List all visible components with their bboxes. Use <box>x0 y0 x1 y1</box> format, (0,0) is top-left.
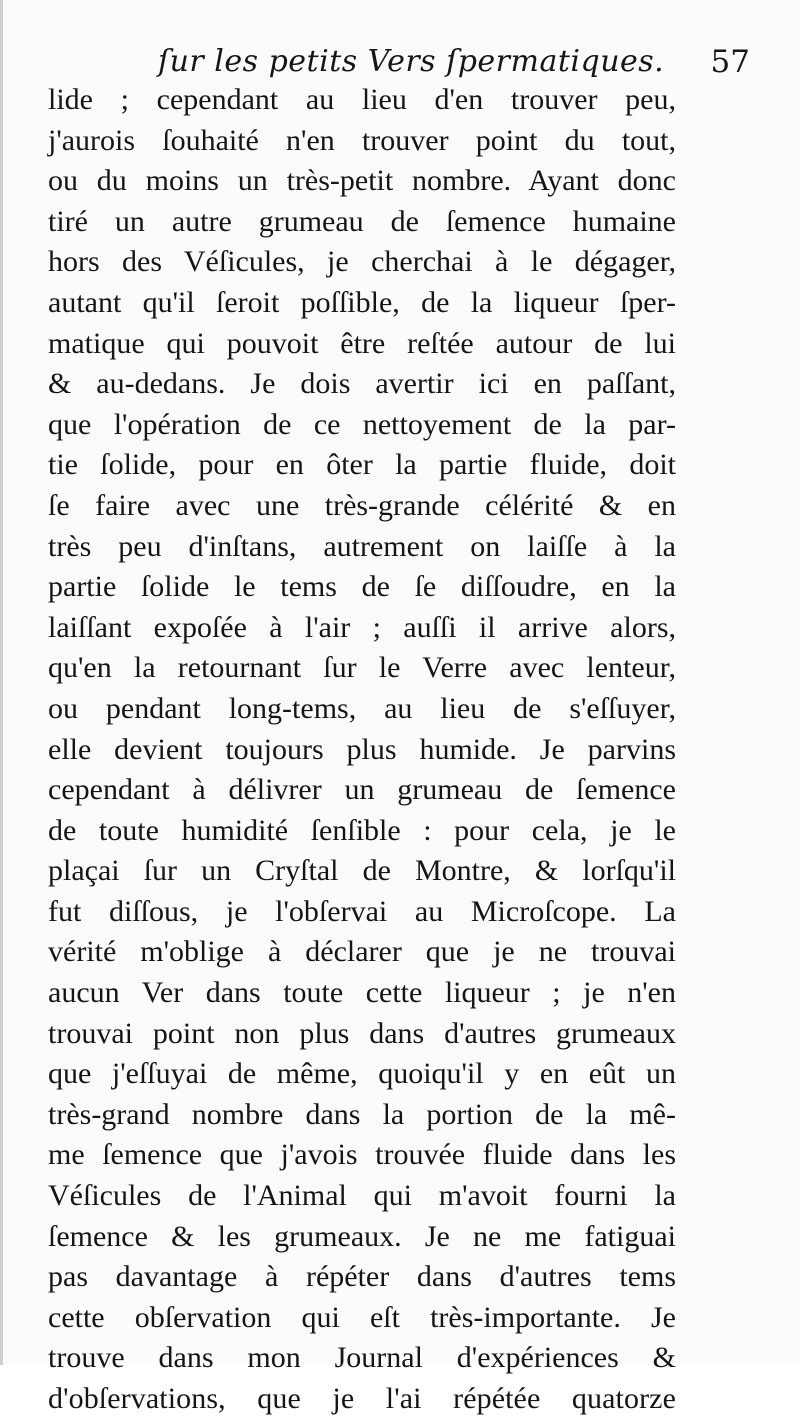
text-line: de toute humidité ſenſible : pour cela, je le <box>48 813 676 847</box>
text-line: aucun Ver dans toute cette liqueur ; je n'en <box>48 976 676 1010</box>
text-line: ſemence & les grumeaux. Je ne me fatiguai <box>48 1219 676 1253</box>
text-line: autant qu'il ſeroit poſſible, de la liqueur ſper- <box>48 285 676 319</box>
running-title: ſur les petits Vers ſpermatiques. <box>158 44 665 79</box>
text-line: tiré un autre grumeau de ſemence humaine <box>48 204 676 238</box>
text-line: pas davantage à répéter dans d'autres tems <box>48 1260 676 1294</box>
text-line: j'aurois ſouhaité n'en trouver point du tout, <box>48 123 676 157</box>
page-number: 57 <box>710 44 750 80</box>
text-line: ſe faire avec une très-grande célérité & en <box>48 488 676 522</box>
text-line: me ſemence que j'avois trouvée fluide dans les <box>48 1138 676 1172</box>
text-line: elle devient toujours plus humide. Je parvins <box>48 732 676 766</box>
text-line: d'obſervations, que je l'ai répétée quatorze <box>48 1382 676 1415</box>
text-line: matique qui pouvoit être reſtée autour de lui <box>48 326 676 360</box>
body-text <box>48 80 676 1420</box>
text-line: Véſicules de l'Animal qui m'avoit fourni la <box>48 1179 676 1213</box>
text-line: trouve dans mon Journal d'expériences & <box>48 1341 676 1375</box>
text-line: partie ſolide le tems de ſe diſſoudre, en la <box>48 570 676 604</box>
text-line: hors des Véſicules, je cherchai à le dégager, <box>48 245 676 279</box>
text-line: & au-dedans. Je dois avertir ici en paſſant, <box>48 367 676 401</box>
text-line: très-grand nombre dans la portion de la mê- <box>48 1097 676 1131</box>
text-line: très peu d'inſtans, autrement on laiſſe à la <box>48 529 676 563</box>
text-line: cependant à délivrer un grumeau de ſemence <box>48 773 676 807</box>
text-line: laiſſant expoſée à l'air ; auſſi il arrive alors, <box>48 610 676 644</box>
text-line: qu'en la retournant ſur le Verre avec lenteur, <box>48 651 676 685</box>
text-line: trouvai point non plus dans d'autres grumeaux <box>48 1016 676 1050</box>
text-line: lide ; cependant au lieu d'en trouver peu, <box>48 83 676 116</box>
page-edge-mark <box>0 0 3 1365</box>
text-line: vérité m'oblige à déclarer que je ne trouvai <box>48 935 676 969</box>
text-line: cette obſervation qui eſt très-importante. Je <box>48 1300 676 1334</box>
text-line: fut diſſous, je l'obſervai au Microſcope. La <box>48 894 676 928</box>
text-line: ou du moins un très-petit nombre. Ayant donc <box>48 164 676 198</box>
text-line: plaçai ſur un Cryſtal de Montre, & lorſqu'il <box>48 854 676 888</box>
text-line: que l'opération de ce nettoyement de la par- <box>48 407 676 441</box>
text-line: que j'eſſuyai de même, quoiqu'il y en eût un <box>48 1057 676 1091</box>
text-line: tie ſolide, pour en ôter la partie fluide, doit <box>48 448 676 482</box>
text-line: ou pendant long-tems, au lieu de s'eſſuyer, <box>48 691 676 725</box>
